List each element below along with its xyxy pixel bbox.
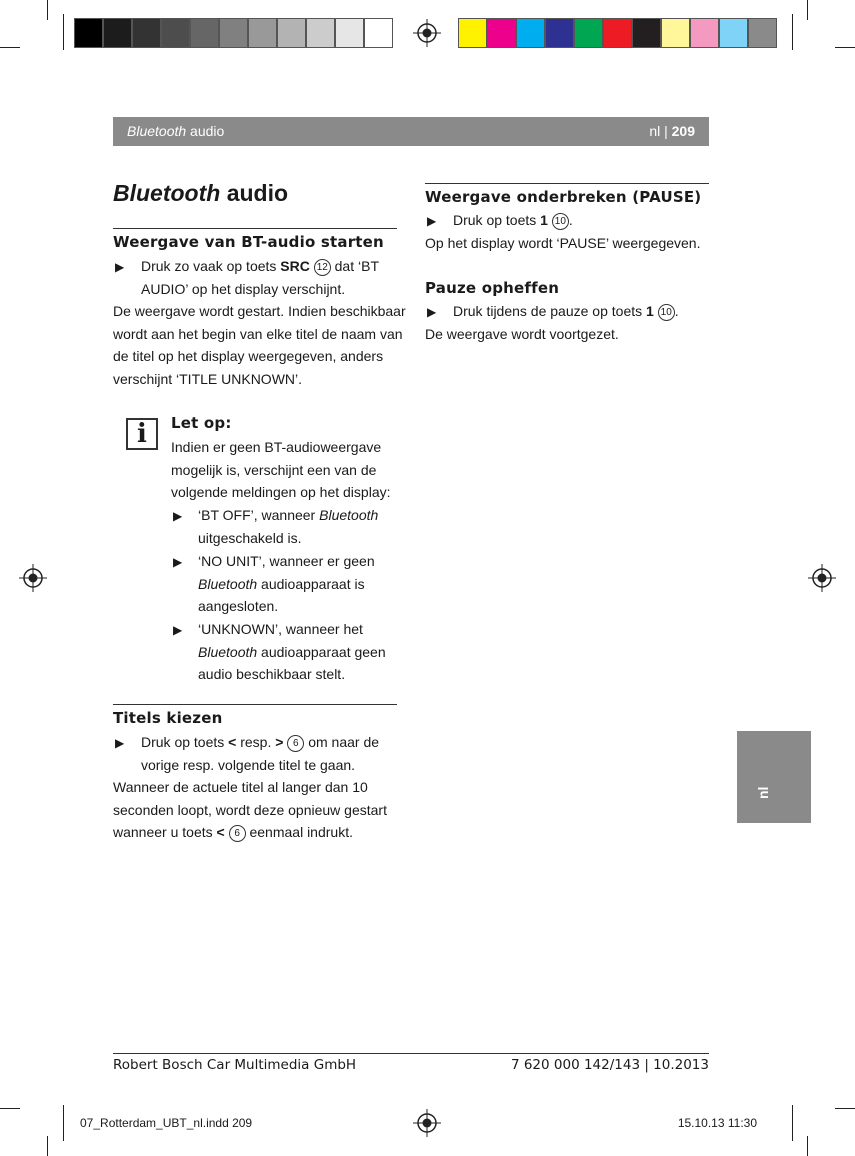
title-italic: Bluetooth [113, 180, 221, 206]
heading-pause: Weergave onderbreken (PAUSE) [425, 188, 702, 206]
key-number-badge: 10 [658, 304, 675, 321]
step-resume: Druk tijdens de pauze op toets 1 10 . [453, 303, 679, 319]
color-swatch [306, 18, 335, 48]
slug-date: 15.10.13 11:30 [677, 1116, 757, 1130]
step-pause: Druk op toets 1 10 . [453, 212, 573, 228]
bullet-arrow-icon: ▶ [173, 623, 183, 637]
step-titles [141, 731, 379, 776]
crop-mark [835, 1108, 855, 1109]
color-swatch [190, 18, 219, 48]
step-start [141, 255, 379, 300]
crop-mark [807, 0, 808, 20]
crop-mark [792, 14, 793, 50]
title-rest: audio [220, 180, 289, 206]
crop-mark [792, 1105, 793, 1141]
crop-mark [63, 1105, 64, 1141]
desc-line: eenmaal indrukt. [245, 824, 353, 840]
chevron-left-icon: < [216, 824, 225, 840]
color-swatch [574, 18, 603, 48]
desc-line: wordt aan het begin van elke titel de naam van [113, 325, 403, 342]
crop-mark [63, 14, 64, 50]
step-text: resp. [236, 734, 276, 750]
key-number-badge: 10 [552, 213, 569, 230]
heading-bt-start: Weergave van BT-audio starten [113, 233, 384, 251]
footer-docnum: 7 620 000 142/143 | 10.2013 [510, 1057, 709, 1073]
bullet-arrow-icon: ▶ [115, 736, 125, 750]
note-bullet [198, 504, 378, 549]
color-swatch [103, 18, 132, 48]
key-1: 1 [646, 303, 654, 319]
note-line: uitgeschakeld is. [198, 529, 302, 546]
color-swatch [545, 18, 574, 48]
note-line: ‘NO UNIT’, wanneer er geen [198, 553, 375, 569]
step-text: Druk tijdens de pauze op toets [453, 303, 647, 319]
note-italic: Bluetooth [319, 507, 379, 523]
crop-mark [0, 1108, 20, 1109]
color-swatch [632, 18, 661, 48]
header-section-italic: Bluetooth [127, 123, 187, 139]
note-line: ‘UNKNOWN’, wanneer het [198, 621, 363, 637]
start-description [113, 300, 406, 390]
crop-mark [807, 1136, 808, 1156]
color-swatch [248, 18, 277, 48]
bullet-arrow-icon: ▶ [427, 305, 437, 319]
key-number-badge: 6 [229, 825, 246, 842]
color-swatch [690, 18, 719, 48]
color-swatch [603, 18, 632, 48]
registration-mark-icon [19, 564, 47, 592]
note-line: Indien er geen BT-audioweergave [171, 439, 382, 455]
color-swatch [748, 18, 777, 48]
color-swatch [132, 18, 161, 48]
note-line: audioapparaat is [257, 575, 365, 592]
crop-mark [835, 47, 855, 48]
key-1: 1 [540, 212, 548, 228]
pause-description: Op het display wordt ‘PAUSE’ weergegeven. [425, 235, 701, 251]
footer-company: Robert Bosch Car Multimedia GmbH [113, 1057, 357, 1073]
footer-divider [113, 1053, 709, 1054]
heading-titles: Titels kiezen [113, 709, 223, 727]
color-swatch [661, 18, 690, 48]
registration-mark-icon [413, 1109, 441, 1137]
desc-line: de titel op het display weergegeven, anders [113, 348, 384, 364]
language-tab [737, 731, 811, 823]
step-text: Druk op toets [141, 734, 229, 750]
bullet-arrow-icon: ▶ [173, 509, 183, 523]
header-section [127, 123, 224, 139]
crop-mark [47, 0, 48, 20]
divider [425, 183, 709, 184]
color-swatch [277, 18, 306, 48]
resume-description: De weergave wordt voortgezet. [425, 326, 619, 342]
header-page: nl | 209 [649, 123, 695, 139]
bullet-arrow-icon: ▶ [427, 214, 437, 228]
color-swatch [335, 18, 364, 48]
step-text: vorige resp. volgende titel te gaan. [141, 756, 356, 773]
bullet-arrow-icon: ▶ [115, 260, 125, 274]
crop-mark [0, 47, 20, 48]
desc-line: verschijnt ‘TITLE UNKNOWN’. [113, 370, 303, 387]
color-swatch [458, 18, 487, 48]
note-line: ‘BT OFF’, wanneer [198, 507, 320, 523]
desc-line: De weergave wordt gestart. Indien beschikbaar [113, 303, 406, 319]
note-italic: Bluetooth [198, 575, 258, 592]
divider [113, 704, 397, 705]
color-swatch [161, 18, 190, 48]
note-line: mogelijk is, verschijnt een van de [171, 461, 377, 478]
desc-line: Wanneer de actuele titel al langer dan 10 [113, 779, 368, 795]
page-title [113, 180, 288, 207]
note-italic: Bluetooth [198, 643, 258, 660]
key-number-badge: 6 [287, 735, 304, 752]
registration-mark-icon [413, 19, 441, 47]
titles-description [113, 776, 387, 844]
note-heading: Let op: [171, 414, 232, 432]
bullet-arrow-icon: ▶ [173, 555, 183, 569]
language-tab-label: nl [755, 786, 771, 799]
chevron-left-icon: < [228, 734, 237, 750]
step-text: Druk zo vaak op toets [141, 258, 281, 274]
crop-mark [47, 1136, 48, 1156]
color-swatch [219, 18, 248, 48]
step-text: om naar de [304, 734, 380, 750]
desc-line: seconden loopt, wordt deze opnieuw gestart [113, 801, 387, 818]
step-text: AUDIO’ op het display verschijnt. [141, 280, 346, 297]
note-line: audio beschikbaar stelt. [198, 666, 346, 682]
page-number: 209 [671, 123, 695, 139]
info-icon: i [126, 418, 158, 450]
color-swatch [719, 18, 748, 48]
step-text: Druk op toets [453, 212, 541, 228]
note-bullet [198, 618, 386, 686]
color-swatch [74, 18, 103, 48]
step-text: dat ‘BT [330, 258, 379, 274]
heading-resume: Pauze opheffen [425, 279, 560, 297]
note-bullet [198, 550, 375, 618]
desc-line: wanneer u toets [113, 824, 217, 840]
key-src: SRC [280, 258, 310, 274]
color-swatch [516, 18, 545, 48]
key-number-badge: 12 [314, 259, 331, 276]
registration-mark-icon [808, 564, 836, 592]
header-lang: nl [649, 123, 661, 139]
running-header [113, 117, 709, 146]
note-line: aangesloten. [198, 598, 279, 614]
header-section-rest: audio [186, 123, 225, 139]
note-text [171, 436, 391, 504]
slug-file: 07_Rotterdam_UBT_nl.indd 209 [80, 1116, 253, 1130]
color-swatch [487, 18, 516, 48]
divider [113, 228, 397, 229]
note-line: audioapparaat geen [257, 643, 386, 660]
note-line: volgende meldingen op het display: [171, 484, 391, 500]
chevron-right-icon: > [275, 734, 284, 750]
color-swatch [364, 18, 393, 48]
